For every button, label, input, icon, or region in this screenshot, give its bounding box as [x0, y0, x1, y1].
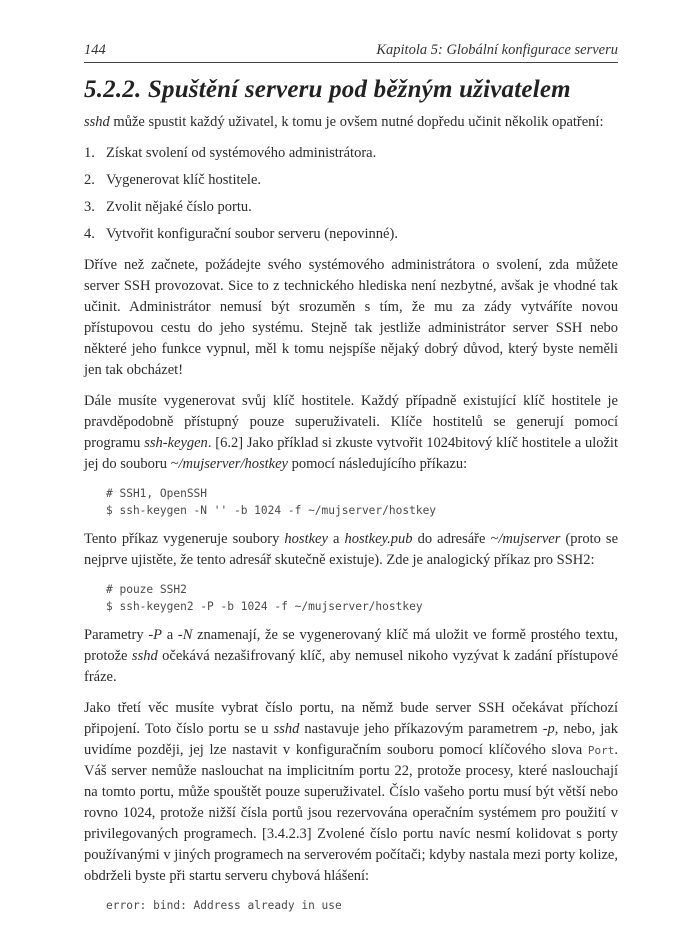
chapter-title: Kapitola 5: Globální konfigurace serveru: [376, 42, 618, 58]
file-name: hostkey: [284, 531, 328, 547]
text: pomocí následujícího příkazu:: [287, 456, 468, 472]
text: (proto se nejprve ujistěte, že tento adresář skutečně existuje). Zde je analogický příkaz pro SSH2:: [84, 531, 619, 568]
list-item-number: 2.: [84, 172, 95, 188]
text: Jako třetí věc musíte vybrat číslo portu, na němž bude server SSH očekávat příchozí připojení. Toto číslo portu se u: [84, 700, 618, 737]
list-item: [84, 197, 618, 218]
text: znamenají, že se vygenerovaný klíč má uložit ve formě prostého textu, protože: [84, 627, 618, 664]
list-item-text: Vytvořit konfigurační soubor serveru (nepovinné).: [106, 226, 398, 242]
keyword: Port: [587, 744, 615, 757]
text: . [6.2] Jako příklad si zkuste vytvořit 1024bitový klíč hostitele a uložit jej do souboru: [84, 435, 618, 472]
page-number: 144: [84, 42, 106, 58]
program-name: sshd: [131, 648, 158, 664]
intro-em: sshd: [84, 114, 110, 130]
intro-paragraph: [84, 112, 618, 133]
list-item-number: 4.: [84, 226, 95, 242]
page-content: [84, 74, 618, 924]
text: Dále musíte vygenerovat svůj klíč hostitele. Každý případně existující klíč hostitele je pravděpodobně přístupný pouze superuživateli. Klíče hostitelů se generují pomocí programu: [84, 393, 618, 451]
list-item: [84, 143, 618, 164]
section-heading: 5.2.2. Spuštění serveru pod běžným uživatelem: [84, 76, 571, 103]
option-name: -P: [148, 627, 162, 643]
paragraph-permission: Dříve než začnete, požádejte svého systémového administrátora o svolení, zda můžete server SSH provozovat. Sice to z technického hlediska není nezbytné, avšak je vhodné tak učinit. Administrátor nemusí být srozuměn s tím, že mu za zády vytváříte novou přístupovou cestu do jeho systému. Stejně tak jestliže administrátor server SSH nebo některé jeho funkce vypnul, měl k tomu nejspíše nějaký dobrý důvod, který byste neměli jen tak obcházet!: [84, 257, 618, 378]
program-name: ssh-keygen: [144, 435, 208, 451]
code-block-ssh1: # SSH1, OpenSSH $ ssh-keygen -N '' -b 1024 -f ~/mujserver/hostkey: [106, 487, 437, 517]
text: do adresáře: [412, 531, 491, 547]
paragraph-keygen: [84, 391, 618, 475]
program-name: sshd: [273, 721, 300, 737]
text: a: [327, 531, 345, 547]
steps-list: [84, 143, 618, 245]
code-block-ssh2: # pouze SSH2 $ ssh-keygen2 -P -b 1024 -f ~/mujserver/hostkey: [106, 583, 423, 613]
text: Parametry: [84, 627, 149, 643]
file-name: hostkey.pub: [344, 531, 413, 547]
text: nastavuje jeho příkazovým parametrem: [299, 721, 543, 737]
list-item-text: Zvolit nějaké číslo portu.: [106, 199, 252, 215]
text: očekává nezašifrovaný klíč, aby nemusel nikoho vyzývat k zadání přístupové fráze.: [84, 648, 618, 685]
list-item-text: Vygenerovat klíč hostitele.: [106, 172, 262, 188]
list-item: [84, 170, 618, 191]
text: , nebo, jak uvidíme později, jej lze nastavit v konfiguračním souboru pomocí klíčového slova: [84, 721, 618, 758]
option-name: -N: [177, 627, 193, 643]
paragraph-port: [84, 698, 618, 887]
text: a: [162, 627, 178, 643]
text: . Váš server nemůže naslouchat na implicitním portu 22, protože procesy, které naslouchají na tomto portu, může spouštět pouze superuživatel. Číslo vašeho portu musí být větší nebo rovno 1024, protože nižší čísla portů jsou rezervována operačním systémem pro použití v privilegovaných programech. [3.4.2.3] Zvolené číslo portu navíc nesmí kolidovat s porty používanými v jiných programech na serverovém počítači; kdyby nastala mezi porty kolize, obdrželi byste při startu serveru chybová hlášení:: [84, 742, 618, 884]
option-name: -p: [542, 721, 555, 737]
paragraph-keyfiles: [84, 529, 618, 571]
directory-name: ~/mujserver: [490, 531, 561, 547]
running-header: [84, 40, 618, 63]
list-item-number: 3.: [84, 199, 95, 215]
list-item-text: Získat svolení od systémového administrátora.: [106, 145, 377, 161]
paragraph-parameters: [84, 625, 618, 688]
list-item-number: 1.: [84, 145, 95, 161]
intro-text: může spustit každý uživatel, k tomu je ovšem nutné dopředu učinit několik opatření:: [109, 114, 604, 130]
list-item: [84, 224, 618, 245]
text: Tento příkaz vygeneruje soubory: [84, 531, 285, 547]
code-block-error: error: bind: Address already in use: [106, 899, 342, 912]
file-path: ~/mujserver/hostkey: [170, 456, 288, 472]
